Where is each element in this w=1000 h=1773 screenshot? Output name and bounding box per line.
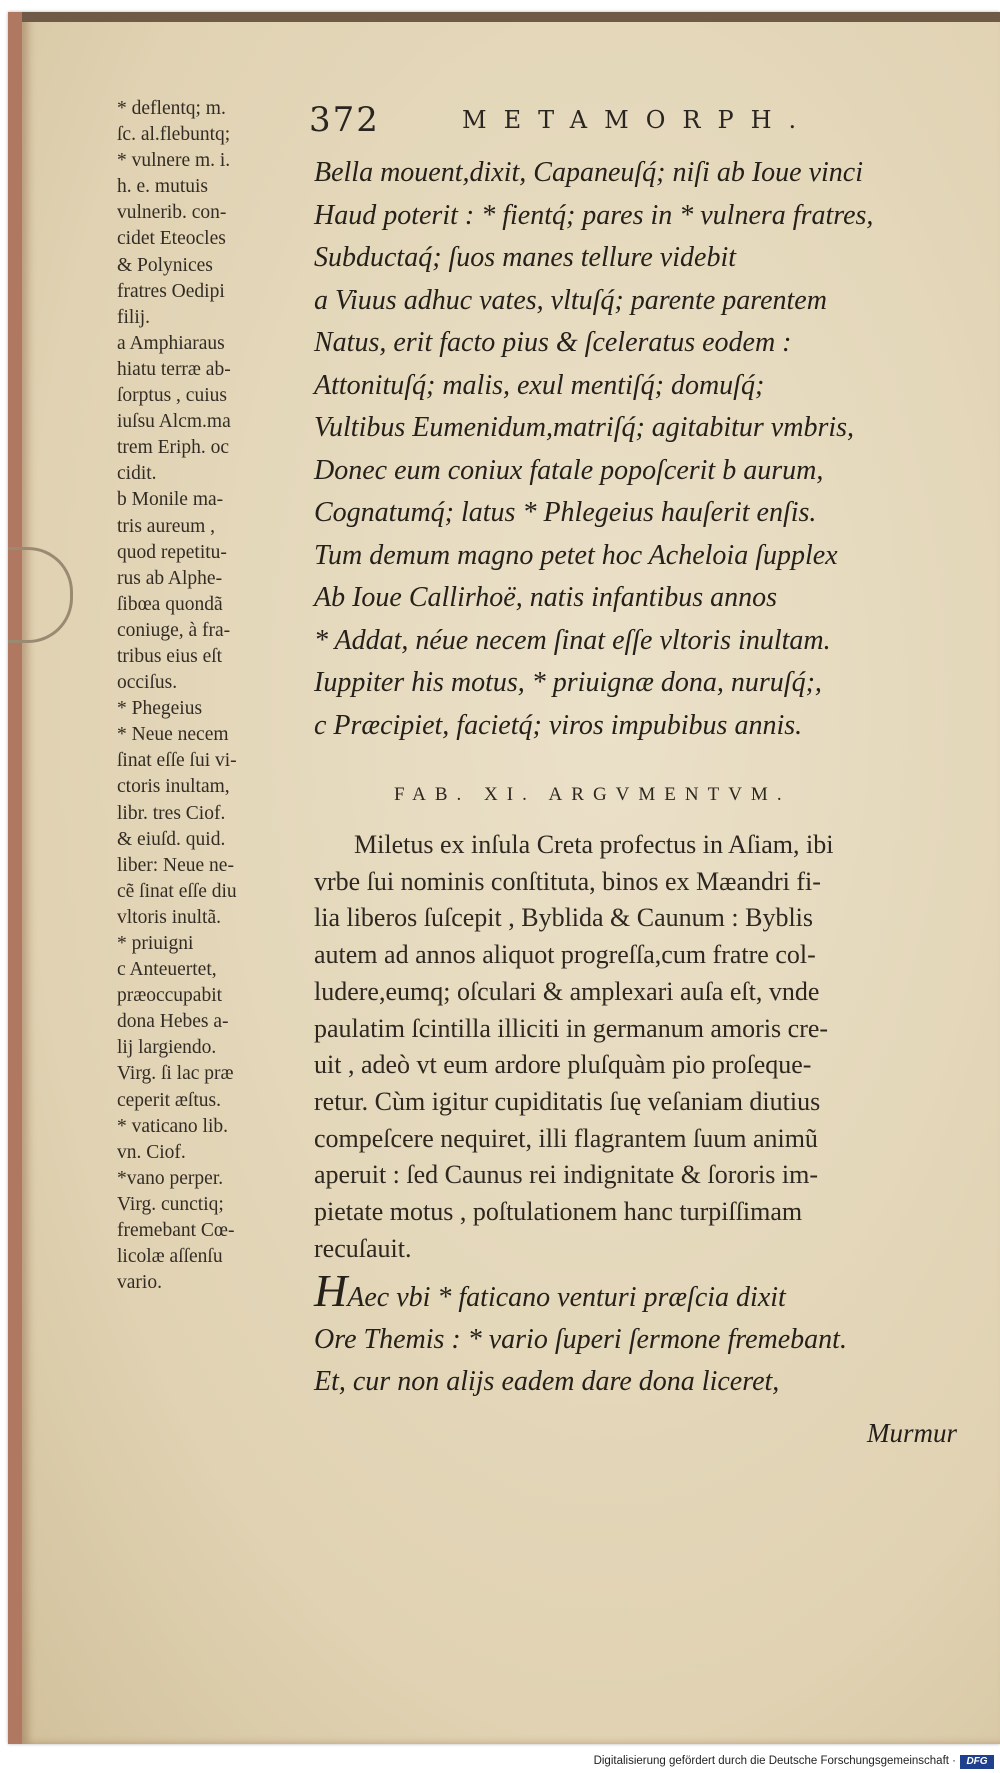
margin-note-line: præoccupabit xyxy=(117,985,223,1007)
margin-note-line: licolæ aſſenſu xyxy=(117,1246,223,1268)
margin-note-line: b Monile ma- xyxy=(117,489,224,511)
margin-note-line: * priuigni xyxy=(117,933,194,954)
margin-note-line: ſc. al.flebuntq; xyxy=(117,124,231,146)
margin-note-line: ceperit æſtus. xyxy=(117,1089,221,1111)
margin-note-line: cẽ ſinat eſſe diu xyxy=(117,880,237,902)
argument-line: uit , adeò vt eum ardore pluſquàm pio proſeque- xyxy=(314,1050,812,1080)
margin-note-line: Virg. ſi lac præ xyxy=(117,1063,234,1085)
margin-note-line: cidit. xyxy=(117,463,157,485)
margin-note-line: & Polynices xyxy=(117,254,213,276)
margin-note-line: * vaticano lib. xyxy=(117,1115,229,1137)
margin-note-line: vario. xyxy=(117,1272,162,1294)
verse-line: Subductaq́; ſuos manes tellure videbit xyxy=(314,242,736,273)
book-page xyxy=(8,12,1000,1744)
margin-note-line: tribus eius eſt xyxy=(117,645,223,667)
argument-line: pietate motus , poſtulationem hanc turpiſſimam xyxy=(314,1197,803,1227)
margin-note-line: coniuge, à fra- xyxy=(117,619,231,641)
marginal-notes xyxy=(117,96,309,1296)
margin-note-line: dona Hebes a- xyxy=(117,1011,229,1033)
margin-note-line: ſorptus , cuius xyxy=(117,385,227,407)
verse-line: Bella mouent,dixit, Capaneuſq́; niſi ab Ioue vinci xyxy=(314,157,863,188)
verse-line: * Addat, néue necem ſinat eſſe vltoris inultam. xyxy=(314,624,831,656)
verse-line: Vultibus Eumenidum,matriſq́; agitabitur vmbris, xyxy=(314,412,855,443)
margin-note-line: ſinat eſſe ſui vi- xyxy=(117,750,237,772)
margin-note-line: lij largiendo. xyxy=(117,1037,217,1059)
verse-block-1 xyxy=(314,152,1000,747)
argument-line: lia liberos ſuſcepit , Byblida & Caunum : Byblis xyxy=(314,903,814,933)
margin-note-line: c Anteuertet, xyxy=(117,959,217,981)
margin-note-line: vltoris inultã. xyxy=(117,906,221,928)
argument-line: Miletus ex inſula Creta profectus in Aſiam, ibi xyxy=(354,830,834,859)
margin-note-line: occiſus. xyxy=(117,672,178,694)
margin-note-line: rus ab Alphe- xyxy=(117,567,223,589)
margin-note-line: vulnerib. con- xyxy=(117,202,227,224)
digitization-footer xyxy=(0,1752,1000,1773)
verse-line-rest: Aec vbi * faticano venturi præſcia dixit xyxy=(347,1282,786,1313)
margin-note-line: tris aureum , xyxy=(117,515,216,537)
margin-note-line: quod repetitu- xyxy=(117,541,227,563)
verse-block-2 xyxy=(314,1265,1000,1403)
verse-line xyxy=(314,1265,1000,1319)
margin-note-line: a Amphiaraus xyxy=(117,332,225,354)
verse-line: Iuppiter his motus, * priuignæ dona, nuruſq́;, xyxy=(314,667,822,698)
verse-line: Donec eum coniux fatale popoſcerit b aurum, xyxy=(314,454,824,486)
margin-note-line: filij. xyxy=(117,306,151,328)
argument-line: compeſcere nequiret, illi flagrantem ſuum animũ xyxy=(314,1123,818,1153)
argument-line: ludere,eumq; oſculari & amplexari auſa eſt, vnde xyxy=(314,976,820,1006)
fable-heading: FAB. XI. ARGVMENTVM. xyxy=(394,784,791,805)
margin-note-line: fratres Oedipi xyxy=(117,280,225,302)
verse-line: c Præcipiet, facietq́; viros impubibus annis. xyxy=(314,709,803,741)
verse-line: a Viuus adhuc vates, vltuſq́; parente parentem xyxy=(314,284,827,316)
argument-paragraph xyxy=(314,827,1000,1267)
margin-note-line: & eiuſd. quid. xyxy=(117,828,226,850)
running-title: METAMORPH. xyxy=(462,106,814,134)
argument-line: aperuit : ſed Caunus rei indignitate & ſororis im- xyxy=(314,1160,819,1190)
argument-line: paulatim ſcintilla illiciti in germanum amoris cre- xyxy=(314,1013,829,1043)
dfg-logo: DFG xyxy=(960,1755,994,1769)
margin-note-line: ctoris inultam, xyxy=(117,776,230,798)
margin-note-line: * deflentq; m. xyxy=(117,98,226,119)
argument-line: retur. Cùm igitur cupiditatis ſuę veſaniam diutius xyxy=(314,1086,821,1116)
verse-line: Attonituſq́; malis, exul mentiſq́; domuſq́; xyxy=(314,369,765,401)
verse-line: Et, cur non alijs eadem dare dona liceret, xyxy=(314,1366,780,1397)
margin-note-line: * Phegeius xyxy=(117,698,203,720)
margin-note-line: fremebant Cœ- xyxy=(117,1220,235,1242)
margin-note-line: h. e. mutuis xyxy=(117,176,208,198)
page-number: 372 xyxy=(309,100,380,140)
catchword: Murmur xyxy=(867,1418,958,1448)
verse-line: Ore Themis : * vario ſuperi ſermone fremebant. xyxy=(314,1324,847,1355)
verse-line: Cognatumq́; latus * Phlegeius hauſerit enſis. xyxy=(314,497,817,528)
margin-note-line: iuſsu Alcm.ma xyxy=(117,411,231,433)
margin-note-line: Virg. cunctiq; xyxy=(117,1193,224,1215)
argument-line: recuſauit. xyxy=(314,1233,412,1263)
verse-line: Haud poterit : * fientq́; pares in * vulnera fratres, xyxy=(314,199,874,231)
margin-note-line: trem Eriph. oc xyxy=(117,437,230,459)
page-top-edge xyxy=(22,12,1000,22)
margin-note-line: ſibœa quondã xyxy=(117,593,223,615)
argument-line: autem ad annos aliquot progreſſa,cum fratre col- xyxy=(314,940,816,970)
margin-note-line: * Neue necem xyxy=(117,724,229,746)
margin-note-line: liber: Neue ne- xyxy=(117,854,234,876)
verse-line: Natus, erit facto pius & ſceleratus eodem : xyxy=(314,327,792,358)
argument-line: vrbe ſui nominis conſtituta, binos ex Mæandri fi- xyxy=(314,866,821,896)
margin-note-line: vn. Ciof. xyxy=(117,1141,186,1163)
page-clasp-mark xyxy=(8,547,73,643)
margin-note-line: libr. tres Ciof. xyxy=(117,802,226,824)
margin-note-line: *vano perper. xyxy=(117,1167,224,1189)
margin-note-line: cidet Eteocles xyxy=(117,228,226,250)
verse-line: Ab Ioue Callirhoë, natis infantibus annos xyxy=(314,582,778,613)
margin-note-line: * vulnere m. i. xyxy=(117,150,231,172)
margin-note-line: hiatu terræ ab- xyxy=(117,358,231,380)
verse-line: Tum demum magno petet hoc Acheloia ſupplex xyxy=(314,539,838,571)
footer-credit: Digitalisierung gefördert durch die Deutsche Forschungsgemeinschaft · xyxy=(593,1755,956,1767)
drop-capital: H xyxy=(314,1265,348,1316)
